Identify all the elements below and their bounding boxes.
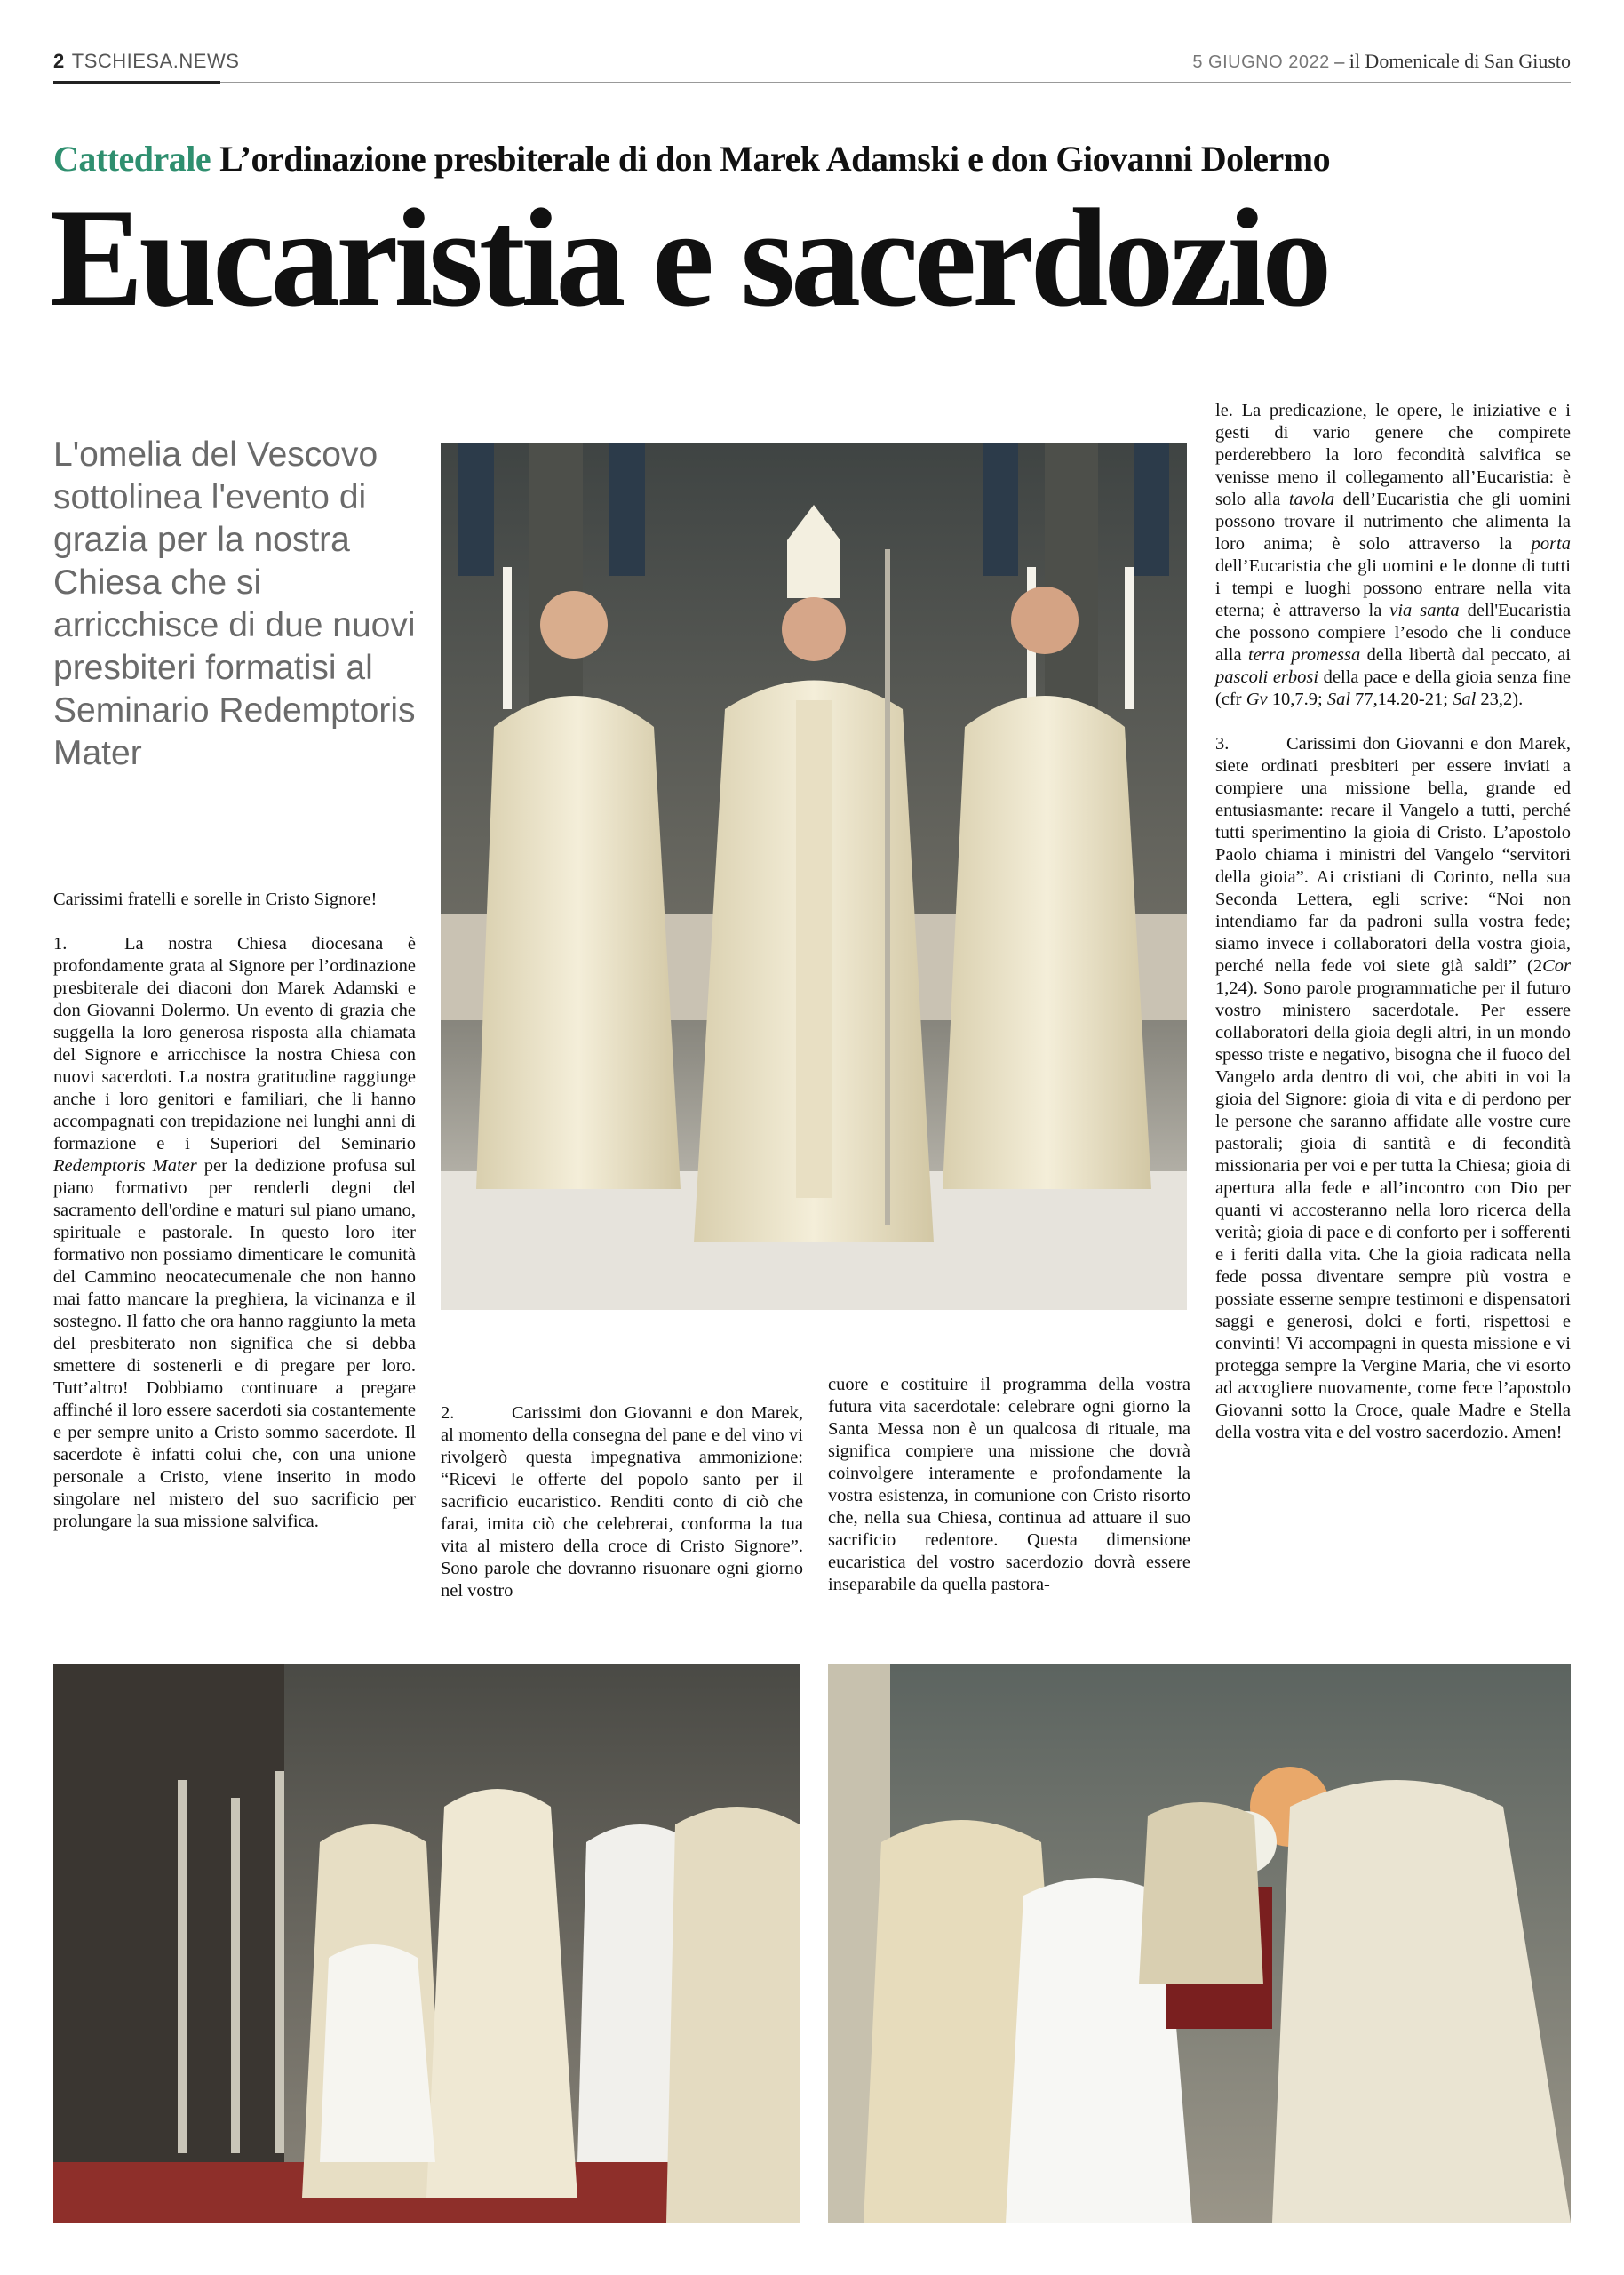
photo-presentation-of-offerings xyxy=(828,1664,1571,2223)
paragraph-1: 1. La nostra Chiesa diocesana è profondamente grata al Signore per l’ordinazione presbiterale dei diaconi don Marek Adamski e don Giovanni Dolermo. Un evento di grazia che suggella la loro generosa risposta alla chiamata del Signore e arricchisce la nostra Chiesa con nuovi sacerdoti. La nostra gratitudine raggiunge anche i loro genitori e familiari, che li hanno accompagnati con trepidazione nei lunghi anni di formazione e i Superiori del Seminario Redemptoris Mater per la dedizione profusa sul piano formativo per renderli degni del sacramento dell'ordine e maturi sul piano umano, spirituale e pastorale. In questo loro iter formativo non possiamo dimenticare le comunità del Cammino neocatecumenale che non hanno mai fatto mancare la preghiera, la vicinanza e il sostegno. Il fatto che ora hanno raggiunto la meta del presbiterato non significa che si debba smettere di sostenerli e di pregare per loro. Tutt’altro! Dobbiamo continuare a pregare affinché il loro essere sacerdoti sia costantemente e per sempre unito a Cristo sommo sacerdote. Il sacerdote è infatti colui che, con una unione personale a Cristo, viene inserito in modo singolare nel mistero del suo sacrificio per prolungare la sua missione salvifica. xyxy=(53,934,416,1531)
section-label: Cattedrale xyxy=(53,139,211,179)
article-title: Eucaristia e sacerdozio xyxy=(50,180,1328,336)
site-name[interactable]: TSCHIESA.NEWS xyxy=(71,50,240,72)
text-column-2 xyxy=(441,1402,803,1602)
photo-laying-on-of-hands xyxy=(53,1664,800,2223)
text-column-4 xyxy=(1215,400,1571,1444)
header-rule xyxy=(53,82,1571,83)
header-rule-accent xyxy=(53,81,220,84)
running-header-right xyxy=(1192,50,1571,73)
paragraph-number-2: 2. xyxy=(441,1403,455,1423)
paragraph-number-1: 1. xyxy=(53,934,68,954)
paragraph-2-end: le. La predicazione, le opere, le iniziative e i gesti di vario genere che compirete perderebbero la loro fecondità salvifica se venisse meno il collegamento all’Eucaristia: è solo alla tavola dell’Eucaristia che gli uomini possono trovare il nutrimento che alimenta la loro anima; è solo attraverso la porta dell’Eucaristia che gli uomini e le donne di tutti i tempi e luoghi possono entrare nella vita eterna; è attraverso la via santa dell'Eucaristia che possono compiere l’esodo che li conduce alla terra promessa della libertà dal peccato, ai pascoli erbosi della pace e della gioia senza fine (cfr Gv 10,7.9; Sal 77,14.20-21; Sal 23,2). xyxy=(1215,401,1572,709)
article-kicker xyxy=(53,138,1330,180)
header-separator: – xyxy=(1334,50,1345,72)
salutation: Carissimi fratelli e sorelle in Cristo Signore! xyxy=(53,890,378,909)
article-subtitle: L'omelia del Vescovo sottolinea l'evento di grazia per la nostra Chiesa che si arricchisce di due nuovi presbiteri formatisi al Seminario Redemptoris Mater xyxy=(53,435,416,772)
paragraph-3: 3. Carissimi don Giovanni e don Marek, siete ordinati presbiteri per essere inviati a compiere una missione bella, grande ed entusiasmante: recare il Vangelo a tutti, perché tutti sperimentino la gioia di Cristo. L’apostolo Paolo chiama i ministri del Vangelo “servitori della gioia”. Ai cristiani di Corinto, nella sua Seconda Lettera, egli scrive: “Noi non intendiamo far da padroni sulla vostra fede; siamo invece i collaboratori della vostra gioia, perché nella fede voi siete già saldi” (2Cor 1,24). Sono parole programmatiche per il futuro vostro ministero sacerdotale. Per essere collaboratori della gioia degli altri, in un mondo spesso triste e negativo, bisogna che il fuoco del Vangelo arda dentro di voi, che abiti in voi la gioia del Signore: gioia di vita e di perdono per le persone che saranno affidate alle vostre cure pastorali; gioia di santità e di fecondità missionaria per voi e per tutta la Chiesa; gioia di apertura alla fede e all’incontro con Dio per quanti vi accosteranno nella loro ricerca della verità; gioia di pace e di conforto per i sofferenti e i feriti dalla vita. Che la gioia radicata nella fede possa diventare sempre più vostra e possiate esserne sempre testimoni e dispensatori saggi e generosi, dolci e forti, rispettosi e convinti! Vi accompagni in questa missione e vi protegga sempre la Vergine Maria, che vi esorto ad accogliere nuovamente, come fece l’apostolo Giovanni sotto la Croce, quale Madre e Stella della vostra vita e del vostro sacerdozio. Amen! xyxy=(1215,734,1571,1442)
paragraph-2: 2. Carissimi don Giovanni e don Marek, al momento della consegna del pane e del vino vi rivolgerò questa impegnativa ammonizione: “Ricevi le offerte del popolo santo per il sacrificio eucaristico. Renditi conto di ciò che farai, imita ciò che celebrerai, conforma la tua vita al mistero della croce di Cristo Signore”. Sono parole che dovranno risuonare ogni giorno nel vostro xyxy=(441,1403,803,1600)
kicker-text: L’ordinazione presbiterale di don Marek Adamski e don Giovanni Dolermo xyxy=(219,139,1331,179)
seminary-name: Redemptoris Mater xyxy=(53,1156,197,1176)
publication-name: il Domenicale di San Giusto xyxy=(1349,50,1571,72)
text-column-1 xyxy=(53,889,416,1533)
paragraph-2-continued: cuore e costituire il programma della vostra futura vita sacerdotale: celebrare ogni giorno la Santa Messa non è un qualcosa di rituale, ma significa compiere una missione che dovrà coinvolgere interamente e profondamente la vostra esistenza, in comunione con Cristo risorto che, nella sua Chiesa, continua ad attuare il suo sacrificio redentore. Questa dimensione eucaristica del vostro sacerdozio dovrà essere inseparabile da quella pastora- xyxy=(828,1375,1190,1594)
paragraph-number-3: 3. xyxy=(1215,734,1230,754)
main-photo-bishop-and-new-priests xyxy=(441,443,1187,1310)
page-number: 2 xyxy=(53,50,65,72)
text-column-3 xyxy=(828,1374,1190,1596)
running-header-left xyxy=(53,50,239,73)
issue-date: 5 GIUGNO 2022 xyxy=(1192,52,1330,72)
